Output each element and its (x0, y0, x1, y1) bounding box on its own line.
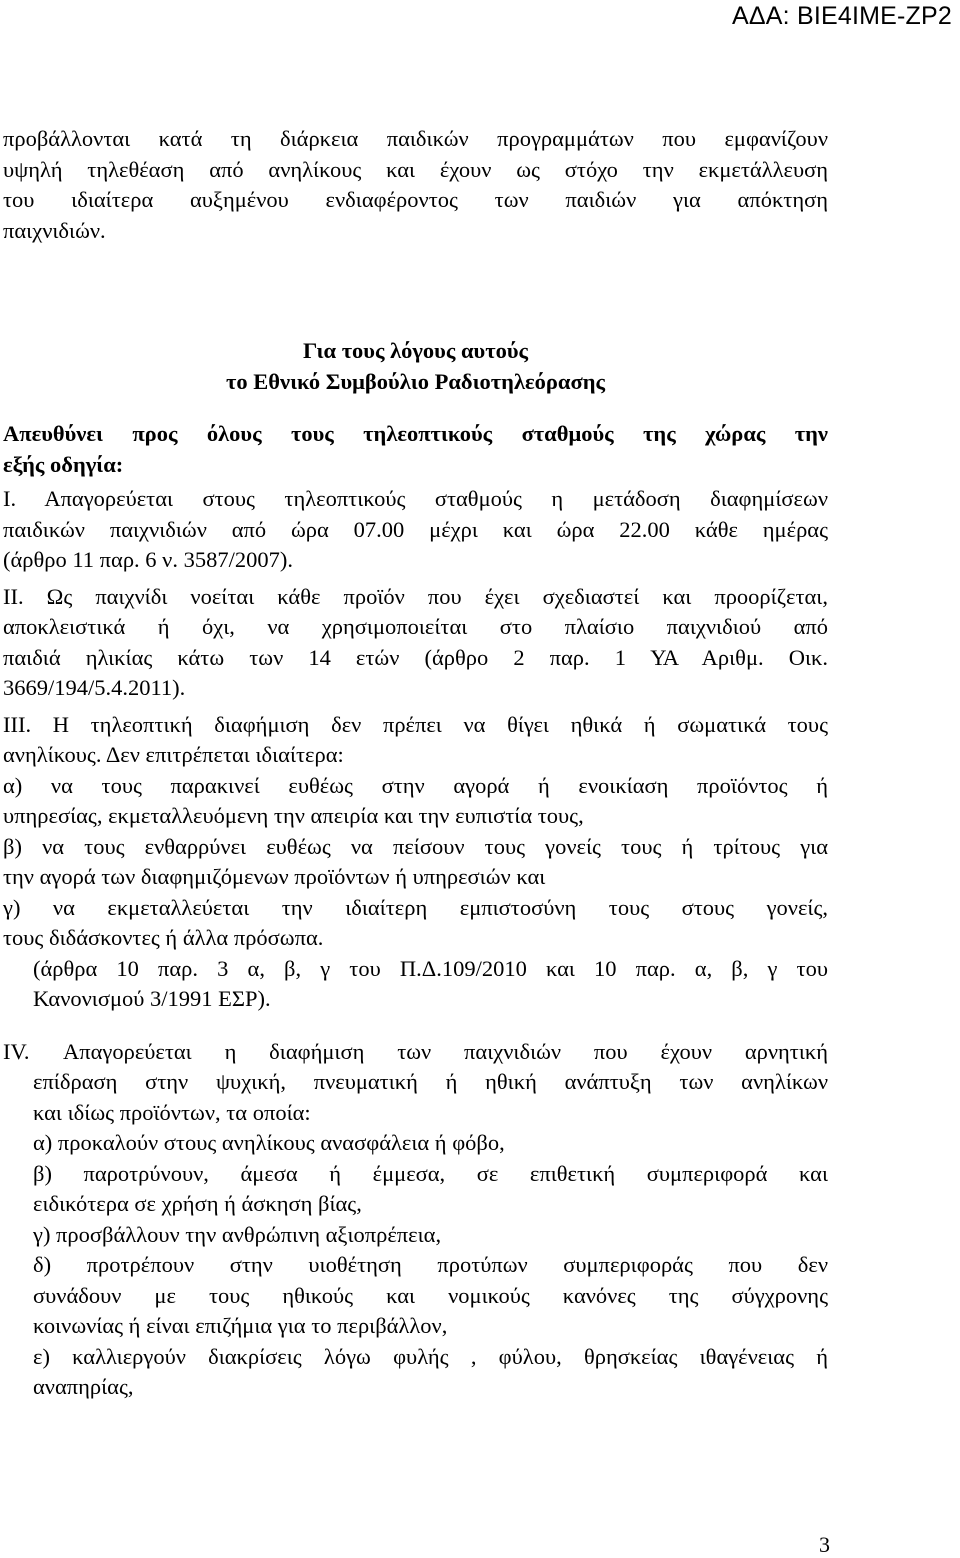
text-line: προβάλλονται κατά τη διάρκεια παιδικών προγραμμάτων που εμφανίζουν (3, 126, 828, 151)
text-line: γ) να εκμεταλλεύεται την ιδιαίτερη εμπιστοσύνη τους στους γονείς, (3, 894, 828, 920)
text-line: εξής οδηγία: (3, 451, 124, 477)
text-line: α) να τους παρακινεί ευθέως στην αγορά ή ενοικίαση προϊόντος ή (3, 772, 828, 798)
heading-line: Για τους λόγους αυτούς (302, 338, 529, 363)
text-line: και ιδίως προϊόντων, τα οποία: (33, 1099, 311, 1125)
text-line: ΙΙΙ. Η τηλεοπτική διαφήμιση δεν πρέπει να θίγει ηθικά ή σωματικά τους (3, 711, 828, 737)
text-line: β) να τους ενθαρρύνει ευθέως να πείσουν τους γονείς τους ή τρίτους για (3, 833, 828, 859)
text-line: κοινωνίας ή είναι επιζήμια για το περιβάλλον, (33, 1313, 448, 1338)
text-line: α) προκαλούν στους ανηλίκους ανασφάλεια ή φόβο, (33, 1130, 505, 1155)
text-line: β) παροτρύνουν, άμεσα ή έμμεσα, σε επιθετική συμπεριφορά και (33, 1160, 828, 1186)
text-line: Απαγορεύεται η διαφήμιση των παιχνιδιών που έχουν αρνητική (63, 1038, 828, 1064)
text-line: αποκλειστικά ή όχι, να χρησιμοποιείται στο πλαίσιο παιχνιδιού από (3, 614, 828, 639)
text-line: Κανονισμού 3/1991 ΕΣΡ). (33, 986, 271, 1011)
text-line: τους διδάσκοντες ή άλλα πρόσωπα. (3, 925, 324, 950)
text-line: παιδικών παιχνιδιών από ώρα 07.00 μέχρι και ώρα 22.00 κάθε ημέρας (3, 516, 828, 542)
text-line: Απευθύνει προς όλους τους τηλεοπτικούς σταθμούς της χώρας την (3, 421, 828, 446)
text-line: την αγορά των διαφημιζόμενων προϊόντων ή υπηρεσιών και (3, 864, 546, 889)
decision-heading (3, 282, 828, 397)
text-line: αναπηρίας, (33, 1374, 134, 1399)
text-line: δ) προτρέπουν στην υιοθέτηση προτύπων συμπεριφοράς που δεν (33, 1252, 828, 1277)
text-line: ειδικότερα σε χρήση ή άσκηση βίας, (33, 1191, 362, 1216)
text-line: (άρθρα 10 παρ. 3 α, β, γ του Π.Δ.109/2010 και 10 παρ. α, β, γ του (33, 955, 828, 981)
text-line: ανηλίκους. Δεν επιτρέπεται ιδιαίτερα: (3, 742, 344, 767)
text-line: επίδραση στην ψυχική, πνευματική ή ηθική ανάπτυξη των ανηλίκων (33, 1069, 828, 1094)
text-line: υψηλή τηλεθέαση από ανηλίκους και έχουν ως στόχο την εκμετάλλευση (3, 156, 828, 182)
text-line: παιχνιδιών. (3, 217, 106, 243)
intro-paragraph (3, 124, 828, 246)
text-line: παιδιά ηλικίας κάτω των 14 ετών (άρθρο 2 παρ. 1 ΥΑ Αριθμ. Οικ. (3, 644, 828, 670)
text-line: συνάδουν με τους ηθικούς και νομικούς κανόνες της σύγχρονης (33, 1282, 828, 1308)
directive-item-1 (3, 484, 828, 576)
text-line: Ι. Απαγορεύεται στους τηλεοπτικούς σταθμούς η μετάδοση διαφημίσεων (3, 486, 828, 511)
directive-item-3 (3, 710, 828, 1015)
text-line: υπηρεσίας, εκμεταλλευόμενη την απειρία και την ευπιστία τους, (3, 803, 584, 828)
text-line: ε) καλλιεργούν διακρίσεις λόγω φυλής , φύλου, θρησκείας ιθαγένειας ή (33, 1343, 828, 1369)
directive-item-4 (3, 1037, 828, 1403)
roman-numeral: ΙV. (3, 1038, 30, 1064)
directive-item-2 (3, 582, 828, 704)
address-paragraph (3, 419, 828, 480)
page-number: 3 (819, 1532, 830, 1557)
ada-code: ΑΔΑ: ΒΙΕ4ΙΜΕ-ΖΡ2 (732, 2, 952, 30)
text-line: ΙΙ. Ως παιχνίδι νοείται κάθε προϊόν που έχει σχεδιαστεί και προορίζεται, (3, 583, 828, 609)
text-line: 3669/194/5.4.2011). (3, 675, 186, 700)
text-line: του ιδιαίτερα αυξημένου ενδιαφέροντος των παιδιών για απόκτηση (3, 187, 828, 212)
text-line: γ) προσβάλλουν την ανθρώπινη αξιοπρέπεια, (33, 1221, 442, 1247)
text-line: (άρθρο 11 παρ. 6 ν. 3587/2007). (3, 547, 293, 572)
heading-line: το Εθνικό Συμβούλιο Ραδιοτηλεόρασης (226, 368, 605, 394)
document-body (3, 124, 828, 1403)
